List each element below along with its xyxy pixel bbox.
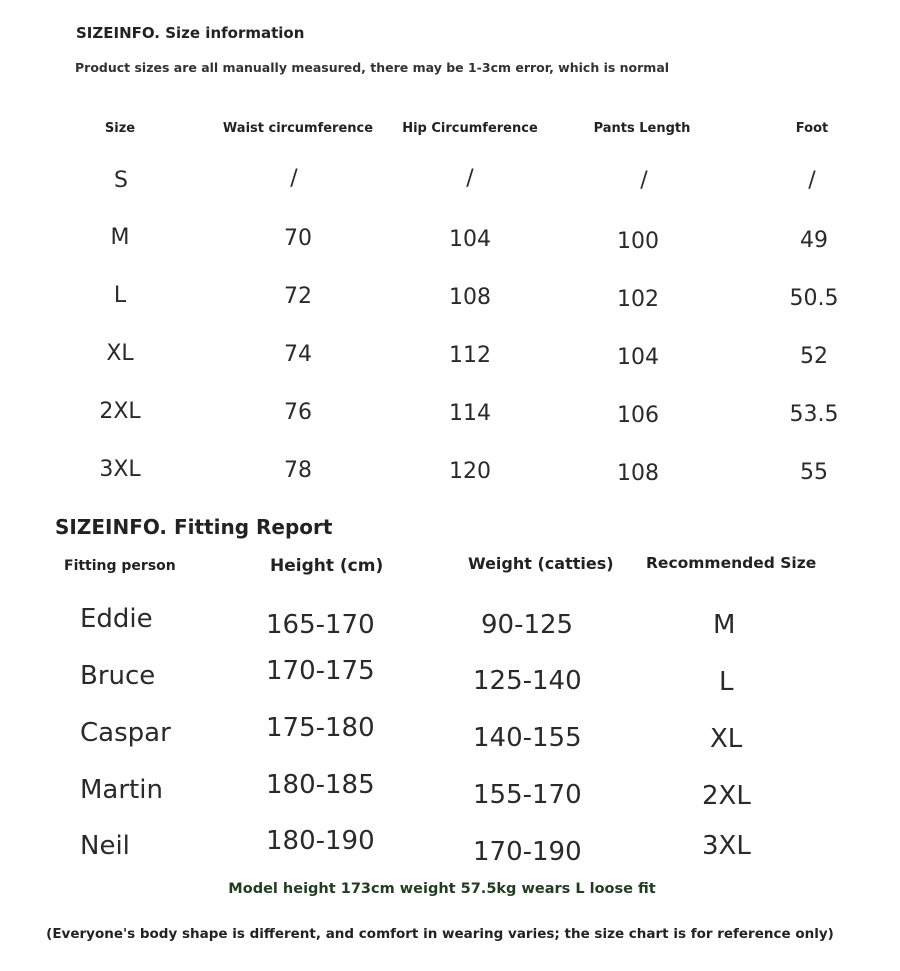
fitting-header-person: Fitting person [64,558,176,574]
fitting-header-weight: Weight (catties) [468,554,614,573]
fitting-row-neil-weight: 170-190 [473,837,582,867]
size-row-2xl-length: 106 [617,403,659,428]
fitting-header-height: Height (cm) [270,556,384,576]
fitting-report-title: SIZEINFO. Fitting Report [55,515,333,539]
size-row-m-hip: 104 [449,227,491,252]
fitting-row-martin-size: 2XL [702,781,751,811]
fitting-row-neil-height: 180-190 [266,826,375,856]
fitting-row-eddie-height: 165-170 [266,610,375,640]
fitting-row-bruce-name: Bruce [80,661,156,691]
size-info-title: SIZEINFO. Size information [76,24,305,42]
fitting-row-eddie-name: Eddie [80,604,153,634]
fitting-row-caspar-name: Caspar [80,718,171,748]
model-fit-note: Model height 173cm weight 57.5kg wears L loose fit [228,881,656,897]
size-row-xl-hip: 112 [449,343,491,368]
size-header-foot: Foot [795,121,829,136]
fitting-row-bruce-height: 170-175 [266,656,375,686]
fitting-header-recommended: Recommended Size [646,554,817,572]
size-row-s-foot: / [808,168,816,193]
size-row-l-hip: 108 [449,285,491,310]
fitting-row-eddie-weight: 90-125 [481,610,574,640]
fitting-row-caspar-size: XL [710,724,743,754]
size-row-2xl-foot: 53.5 [789,402,839,427]
size-row-l-foot: 50.5 [789,286,839,311]
fitting-row-martin-weight: 155-170 [473,780,582,810]
size-row-l-length: 102 [617,287,659,312]
fitting-row-caspar-weight: 140-155 [473,723,582,753]
size-header-size: Size [104,121,136,136]
size-row-3xl-length: 108 [617,461,659,486]
size-row-2xl-size: 2XL [99,399,141,424]
size-row-2xl-hip: 114 [449,401,491,426]
size-row-xl-length: 104 [617,345,659,370]
size-row-m-length: 100 [617,229,659,254]
size-info-note: Product sizes are all manually measured, there may be 1-3cm error, which is normal [75,60,670,75]
fitting-row-martin-name: Martin [80,775,163,805]
fitting-row-bruce-size: L [719,667,734,697]
size-row-3xl-hip: 120 [449,459,491,484]
fitting-row-caspar-height: 175-180 [266,713,375,743]
size-row-m-waist: 70 [284,226,312,251]
size-row-m-foot: 49 [800,228,828,253]
fitting-row-eddie-size: M [713,610,736,640]
fitting-row-neil-size: 3XL [702,831,751,861]
size-row-l-waist: 72 [284,284,312,309]
size-row-xl-foot: 52 [800,344,828,369]
size-row-3xl-waist: 78 [284,458,312,483]
size-row-m-size: M [110,225,130,250]
size-row-s-waist: / [290,166,298,191]
size-row-3xl-size: 3XL [99,457,141,482]
size-row-xl-waist: 74 [284,342,312,367]
fitting-row-bruce-weight: 125-140 [473,666,582,696]
reference-disclaimer: (Everyone's body shape is different, and comfort in wearing varies; the size chart is for reference only) [46,926,834,942]
size-row-l-size: L [113,283,127,308]
size-row-3xl-foot: 55 [800,460,828,485]
size-header-waist: Waist circumference [222,121,374,136]
size-row-s-size: S [114,168,128,193]
fitting-row-martin-height: 180-185 [266,770,375,800]
size-row-2xl-waist: 76 [284,400,312,425]
size-header-hip: Hip Circumference [402,121,538,136]
size-row-s-length: / [640,168,648,193]
size-header-pants-length: Pants Length [593,121,691,136]
fitting-row-neil-name: Neil [80,831,130,861]
size-row-xl-size: XL [106,341,134,366]
size-row-s-hip: / [466,166,474,191]
